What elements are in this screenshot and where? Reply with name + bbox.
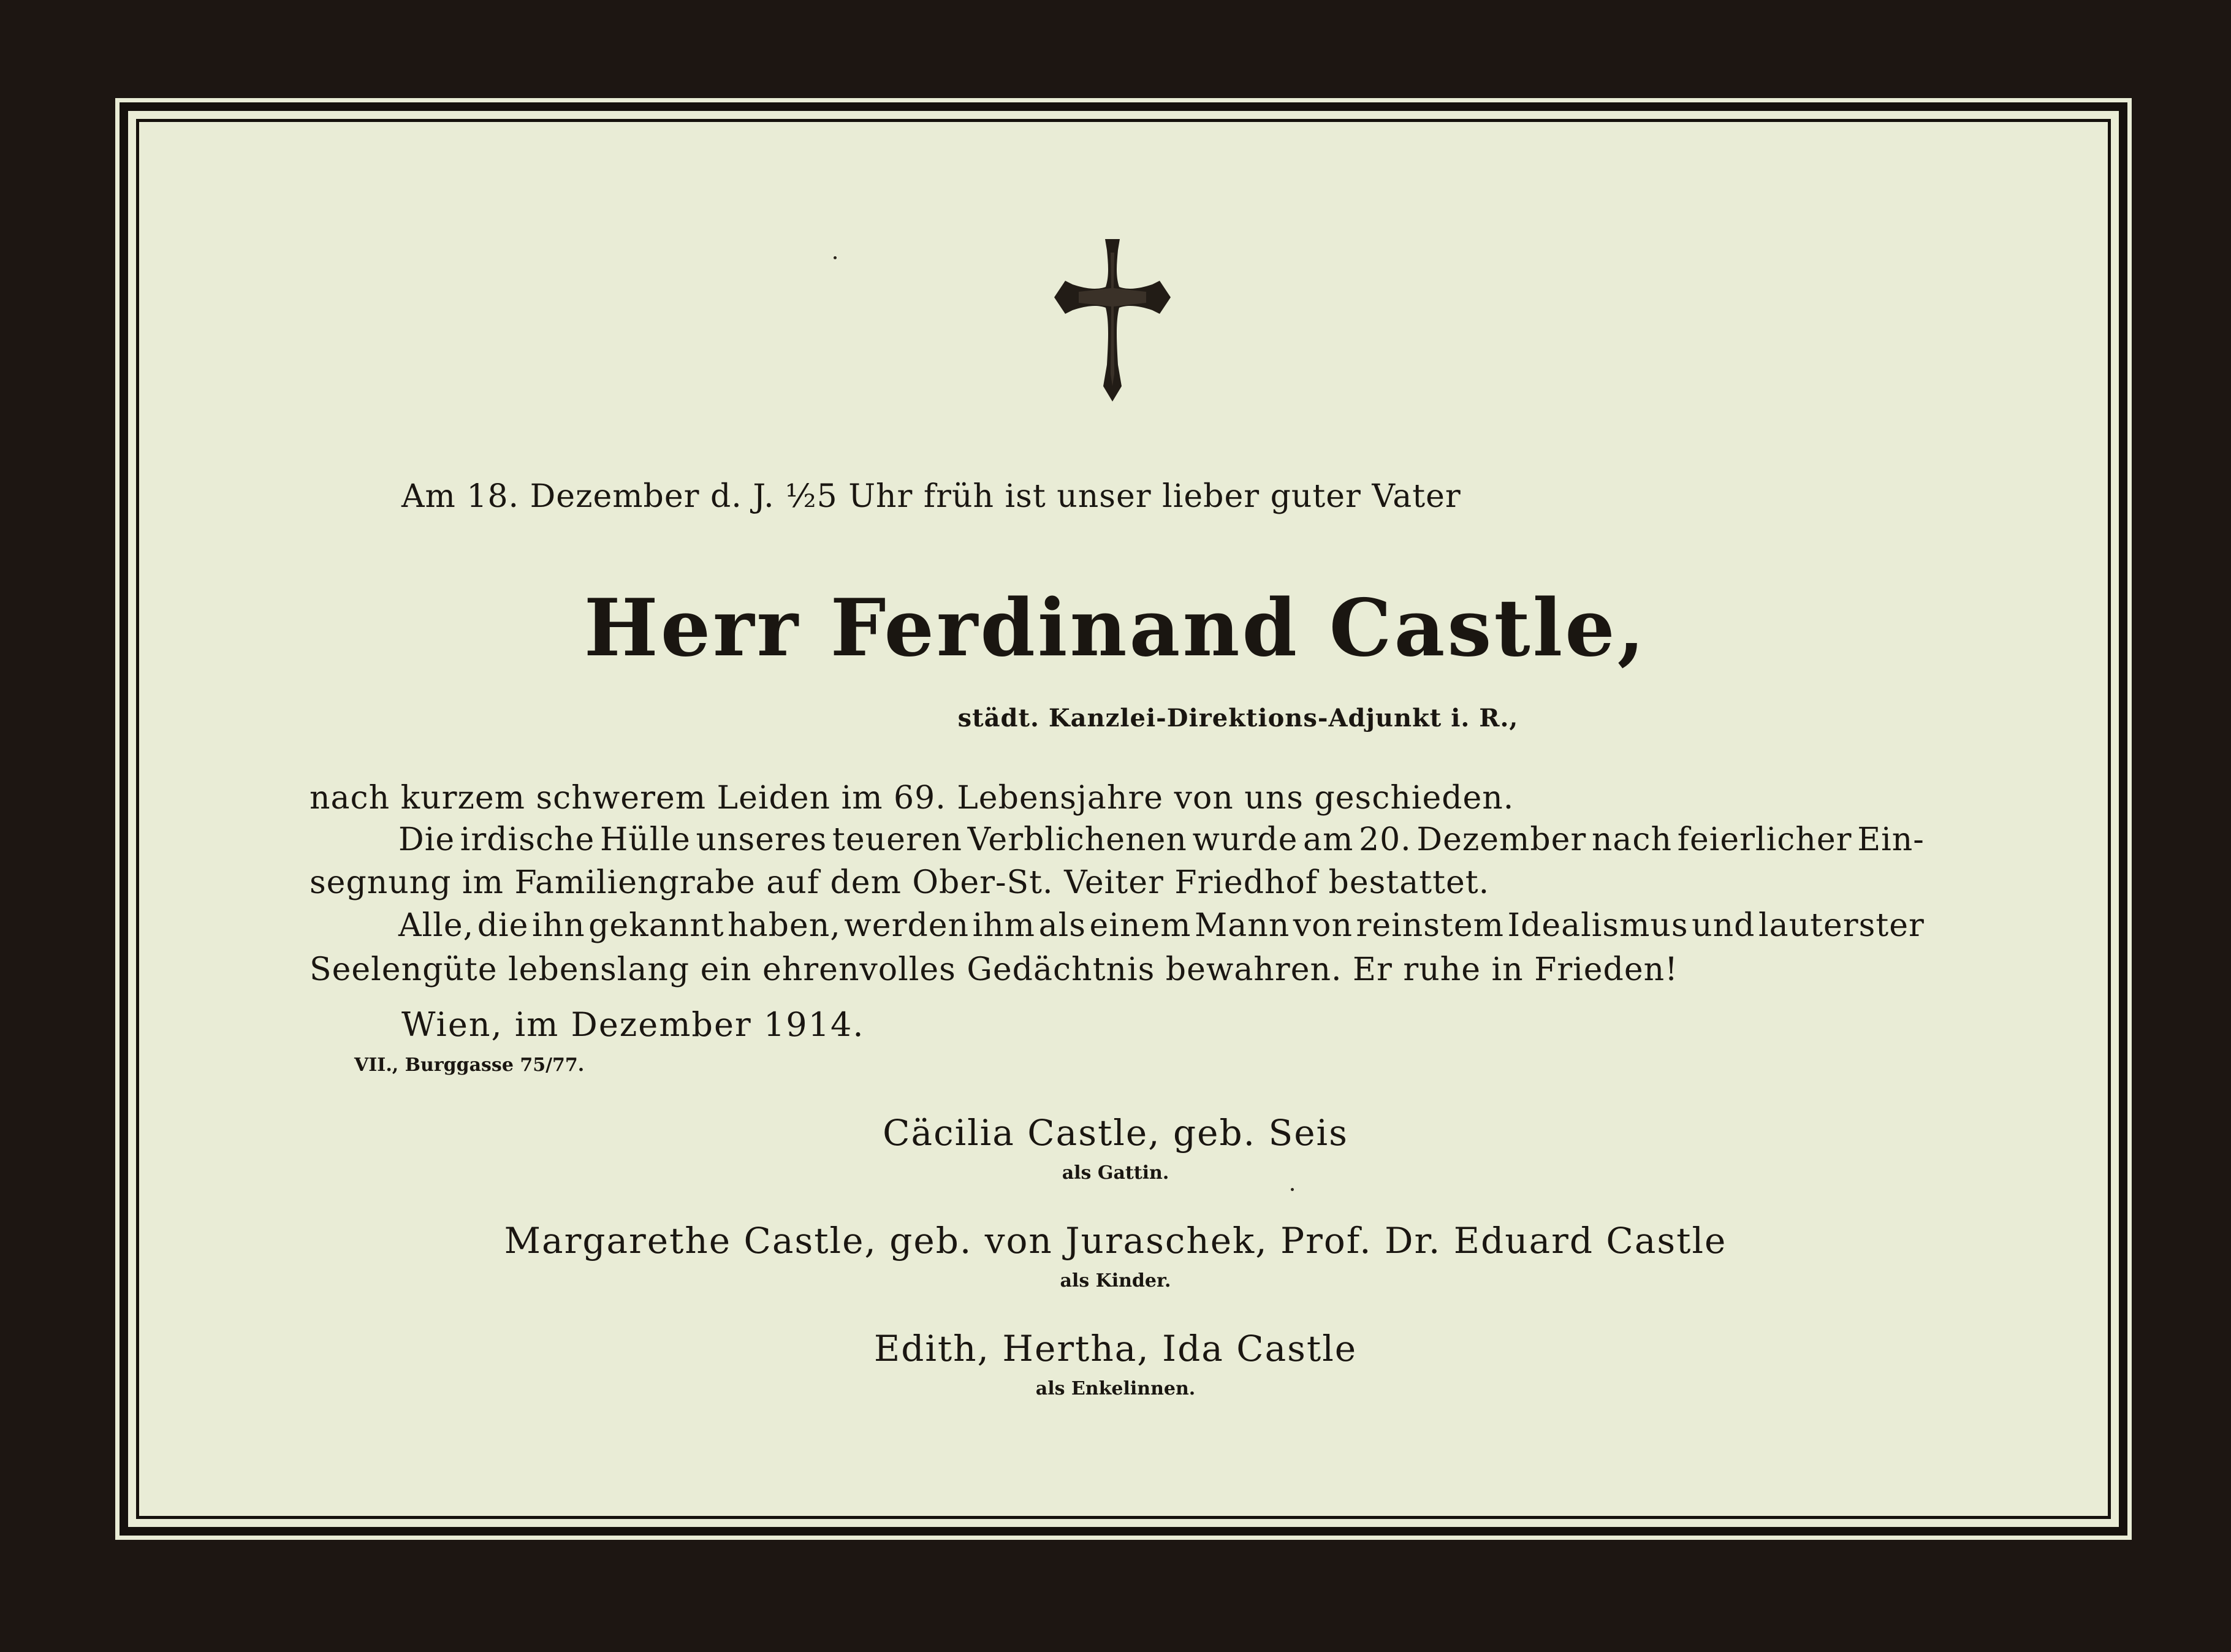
body-word: am: [1303, 821, 1354, 858]
latin-cross-icon: [1054, 239, 1171, 402]
body-word: nach: [1591, 821, 1673, 858]
body-word: Verblichenen: [967, 821, 1187, 858]
body-word: 20.: [1359, 821, 1412, 858]
body-word: Ein-: [1857, 821, 1925, 858]
body-word: ihn: [531, 907, 585, 944]
body-word: Idealismus: [1507, 907, 1689, 944]
signer-children-role: als Kinder.: [1060, 1270, 1171, 1292]
signer-grandchildren: Edith, Hertha, Ida Castle: [873, 1328, 1358, 1369]
paper-speck: [834, 256, 837, 259]
body-word: die: [477, 907, 529, 944]
intro-line: Am 18. Dezember d. J. ½5 Uhr früh ist unser lieber guter Vater: [401, 478, 1461, 515]
body-word: lauterster: [1758, 907, 1925, 944]
body-line-5: Seelengüte lebenslang ein ehrenvolles Gedächtnis bewahren. Er ruhe in Frieden!: [310, 951, 1678, 988]
body-word: ihm: [972, 907, 1035, 944]
body-word: Die: [398, 821, 455, 858]
body-word: von: [1293, 907, 1353, 944]
body-word: haben,: [728, 907, 841, 944]
signer-grandchildren-role: als Enkelinnen.: [1035, 1378, 1196, 1399]
body-word: wurde: [1192, 821, 1298, 858]
body-word: gekannt: [588, 907, 724, 944]
place-date: Wien, im Dezember 1914.: [401, 1005, 865, 1044]
body-line-2: [398, 821, 1925, 858]
body-line-1: nach kurzem schwerem Leiden im 69. Lebensjahre von uns geschieden.: [310, 780, 1515, 816]
body-word: Hülle: [599, 821, 691, 858]
body-word: als: [1038, 907, 1086, 944]
signer-spouse-role: als Gattin.: [1062, 1162, 1169, 1184]
body-word: einem: [1089, 907, 1192, 944]
body-line-3: segnung im Familiengrabe auf dem Ober-St. Veiter Friedhof bestattet.: [310, 864, 1490, 901]
signer-spouse: Cäcilia Castle, geb. Seis: [883, 1112, 1348, 1154]
body-word: feierlicher: [1677, 821, 1852, 858]
deceased-rank: städt. Kanzlei-Direktions-Adjunkt i. R.,: [957, 704, 1519, 733]
body-word: teueren: [832, 821, 962, 858]
body-word: irdische: [460, 821, 595, 858]
deceased-name: Herr Ferdinand Castle,: [583, 582, 1648, 674]
address: VII., Burggasse 75/77.: [354, 1054, 585, 1076]
body-word: unseres: [696, 821, 827, 858]
body-word: Mann: [1195, 907, 1290, 944]
body-word: Dezember: [1416, 821, 1587, 858]
body-word: und: [1692, 907, 1755, 944]
body-word: Alle,: [398, 907, 474, 944]
body-word: werden: [844, 907, 969, 944]
body-word: reinstem: [1356, 907, 1504, 944]
signer-children: Margarethe Castle, geb. von Juraschek, Prof. Dr. Eduard Castle: [504, 1220, 1727, 1262]
body-line-4: [398, 907, 1925, 944]
paper-speck: [1291, 1188, 1294, 1191]
